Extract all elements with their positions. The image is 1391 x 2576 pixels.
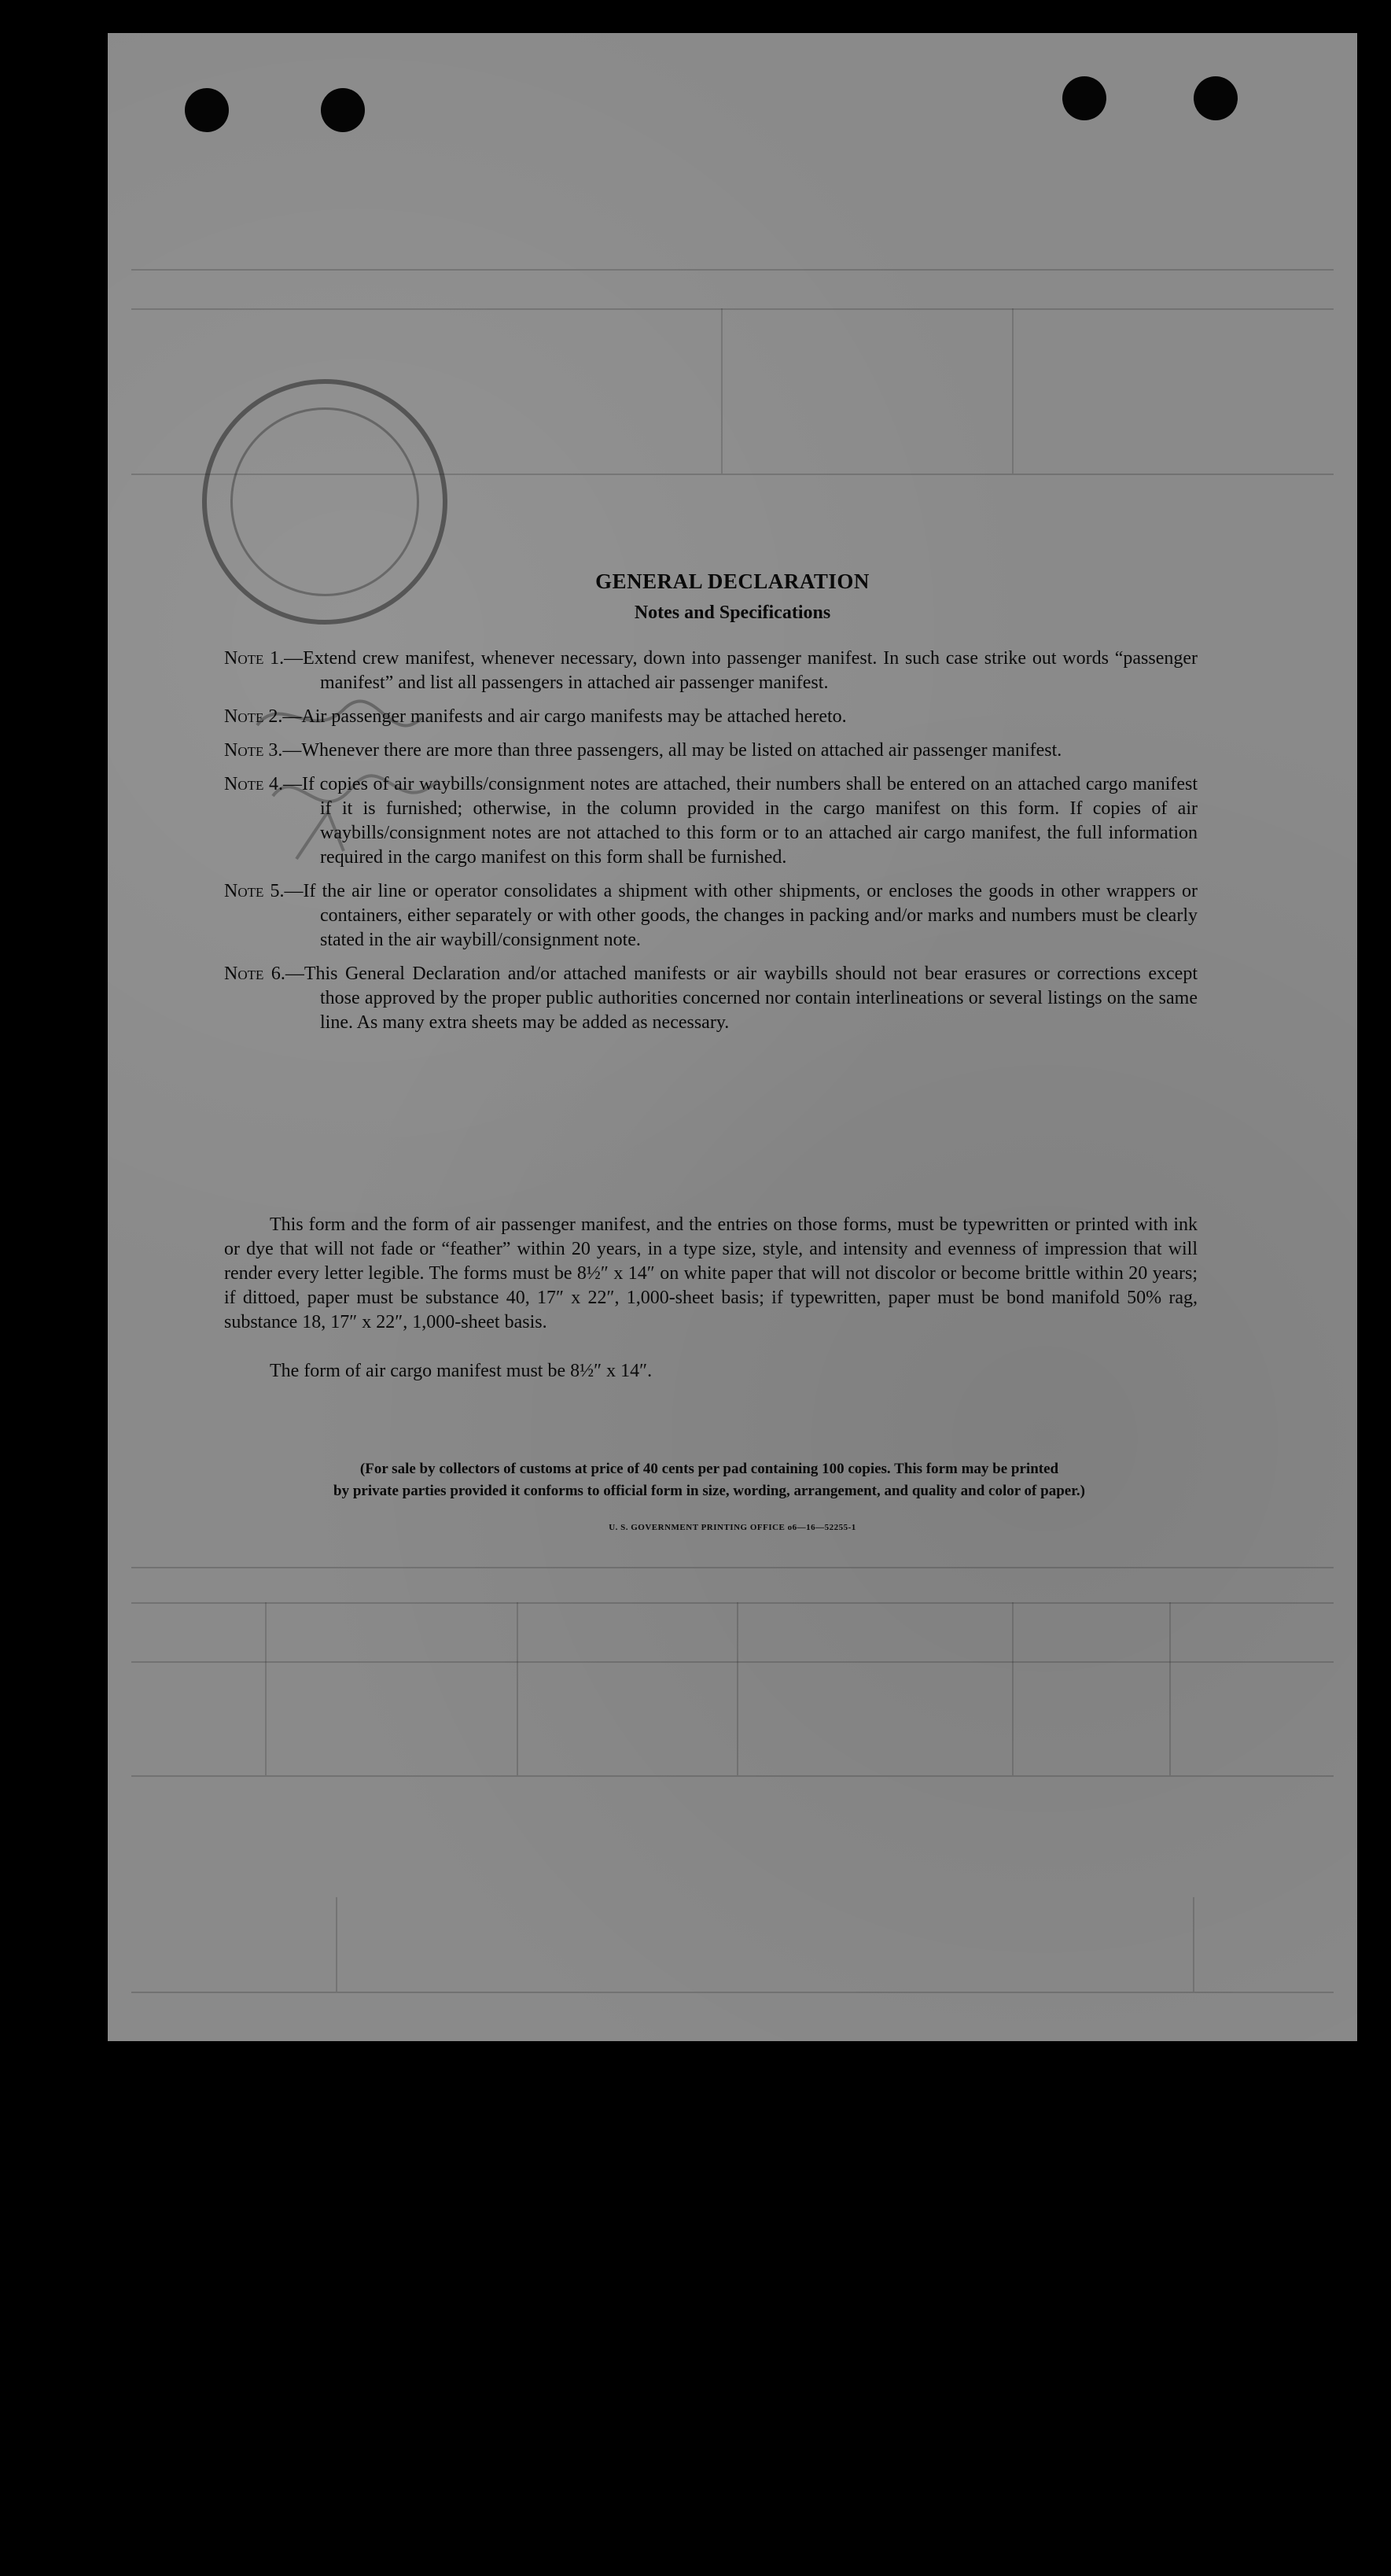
sale-notice bbox=[218, 1458, 1201, 1502]
punch-hole-right-1 bbox=[1062, 76, 1106, 120]
bleed-through-line bbox=[131, 269, 1334, 271]
note-1 bbox=[224, 647, 1198, 695]
bleed-through-line bbox=[131, 1602, 1334, 1604]
cargo-manifest-size-line: The form of air cargo manifest must be 8½″ x 14″. bbox=[270, 1361, 653, 1381]
note-3 bbox=[224, 739, 1198, 763]
note-text: —If the air line or operator consolidates a shipment with other shipments, or encloses the goods in other wrappers or containers, either separately or with other goods, the changes in packing and/or marks and numbers must be clearly stated in the air waybill/consignment note. bbox=[284, 881, 1198, 950]
bleed-through-line bbox=[517, 1602, 518, 1775]
bleed-through-line bbox=[1012, 308, 1014, 474]
page-subtitle: Notes and Specifications bbox=[634, 603, 831, 623]
note-label: Note 4. bbox=[224, 774, 283, 794]
bleed-through-line bbox=[336, 1897, 337, 1992]
note-6 bbox=[224, 962, 1198, 1035]
bleed-through-line bbox=[131, 1992, 1334, 1993]
notes-list bbox=[224, 647, 1198, 1045]
bleed-through-line bbox=[1169, 1602, 1171, 1775]
sale-notice-line-1: (For sale by collectors of customs at price of 40 cents per pad containing 100 copies. This form may be printed bbox=[359, 1461, 1059, 1477]
punch-hole-left-1 bbox=[185, 88, 229, 132]
note-text: —This General Declaration and/or attached manifests or air waybills should not bear erasures or corrections except those approved by the proper public authorities concerned nor contain interlineations or several listings on the same line. As many extra sheets may be added as necessary. bbox=[285, 964, 1198, 1033]
punch-hole-right-2 bbox=[1194, 76, 1238, 120]
note-5 bbox=[224, 879, 1198, 953]
note-text: —Extend crew manifest, whenever necessary, down into passenger manifest. In such case strike out words “passenger manifest” and list all passengers in attached air passenger manifest. bbox=[284, 648, 1198, 693]
note-4 bbox=[224, 772, 1198, 870]
bleed-through-line bbox=[131, 1661, 1334, 1663]
bleed-through-line bbox=[1012, 1602, 1014, 1775]
bleed-through-line bbox=[1193, 1897, 1194, 1992]
note-label: Note 3. bbox=[224, 740, 283, 761]
bleed-through-line bbox=[131, 1775, 1334, 1777]
bleed-through-line bbox=[131, 308, 1334, 310]
note-label: Note 5. bbox=[224, 881, 285, 901]
note-text: —If copies of air waybills/consignment notes are attached, their numbers shall be entered on an attached cargo manifest if it is furnished; otherwise, in the column provided in the cargo manifest on this form. If copies of air waybills/consignment notes are not attached to this form or to an attached air cargo manifest, the full information required in the cargo manifest on this form shall be furnished. bbox=[283, 774, 1198, 868]
document-page bbox=[108, 33, 1357, 2041]
bleed-through-line bbox=[737, 1602, 738, 1775]
punch-hole-left-2 bbox=[321, 88, 365, 132]
note-label: Note 1. bbox=[224, 648, 285, 669]
sale-notice-line-2: by private parties provided it conforms to official form in size, wording, arrangement, and quality and color of paper.) bbox=[333, 1483, 1085, 1499]
printing-office-imprint: U. S. GOVERNMENT PRINTING OFFICE o6—16—52255-1 bbox=[609, 1523, 856, 1532]
note-text: —Whenever there are more than three passengers, all may be listed on attached air passenger manifest. bbox=[282, 740, 1062, 761]
bleed-through-line bbox=[721, 308, 723, 474]
bleed-through-line bbox=[131, 1567, 1334, 1568]
note-label: Note 6. bbox=[224, 964, 285, 984]
form-requirements-paragraph: This form and the form of air passenger manifest, and the entries on those forms, must be typewritten or printed with ink or dye that will not fade or “feather” within 20 years, in a type size, style, and intensity and evenness of impression that will render every letter legible. The forms must be 8½″ x 14″ on white paper that will not discolor or become brittle within 20 years; if dittoed, paper must be substance 40, 17″ x 22″, 1,000-sheet basis; if typewritten, paper must be bond manifold 50% rag, substance 18, 17″ x 22″, 1,000-sheet basis. bbox=[224, 1214, 1198, 1332]
note-label: Note 2. bbox=[224, 706, 283, 727]
note-2 bbox=[224, 705, 1198, 729]
page-title: GENERAL DECLARATION bbox=[595, 569, 870, 593]
bleed-through-line bbox=[265, 1602, 267, 1775]
note-text: —Air passenger manifests and air cargo manifests may be attached hereto. bbox=[282, 706, 847, 727]
